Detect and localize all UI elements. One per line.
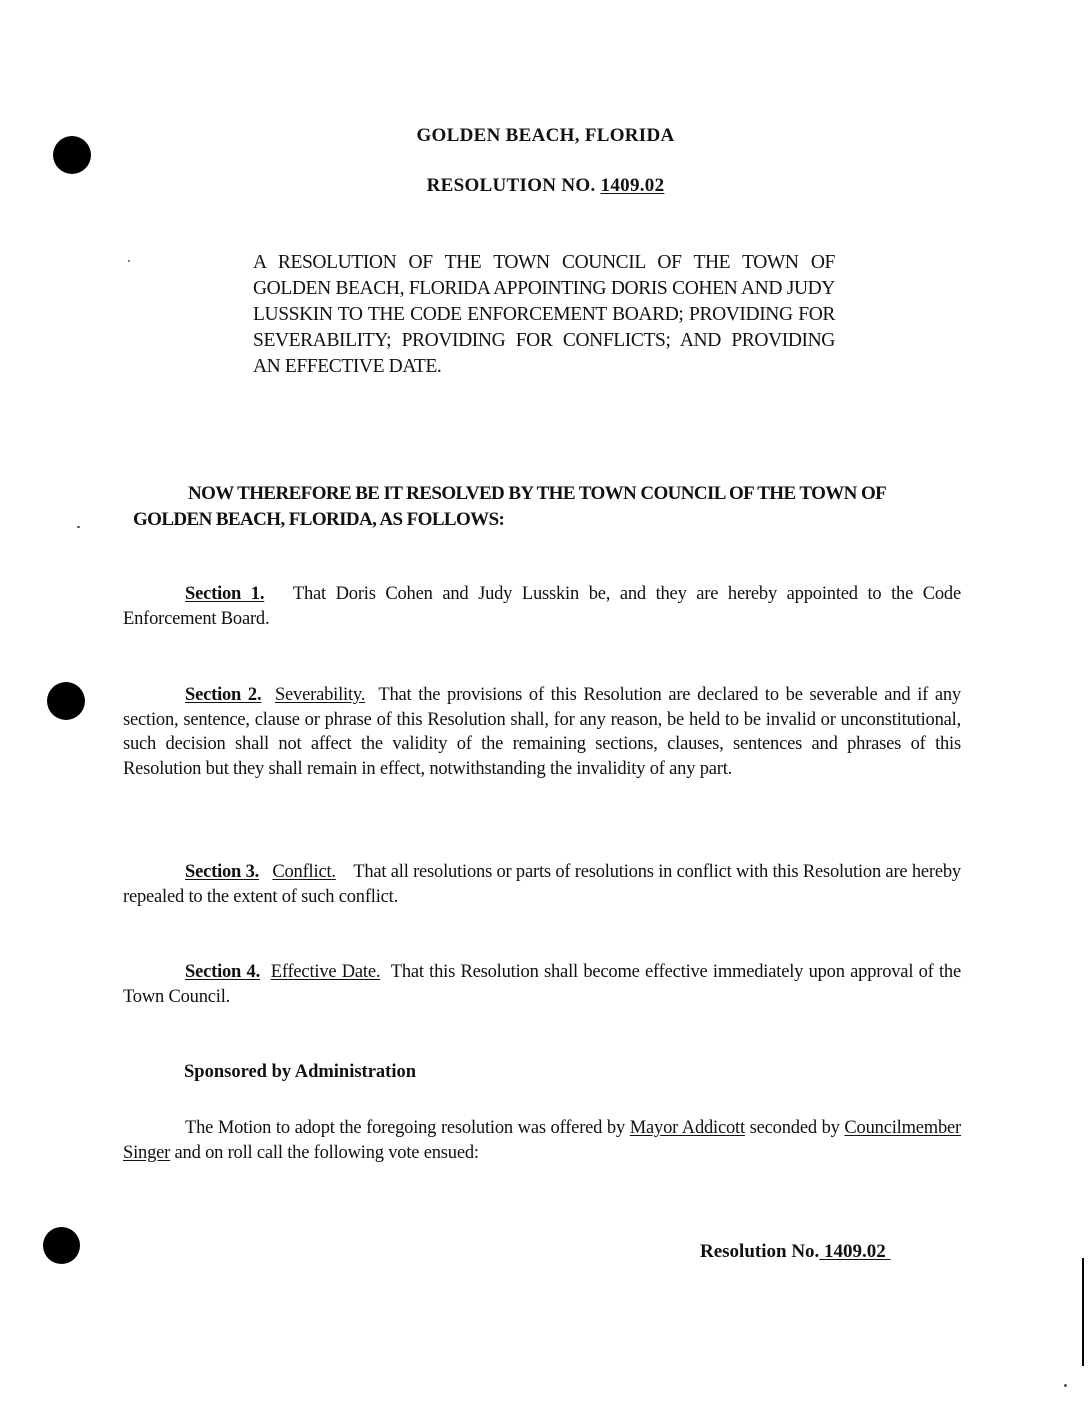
section-4 bbox=[123, 960, 961, 1009]
resolution-number: 1409.02 bbox=[600, 175, 665, 196]
motion-text-before: The Motion to adopt the foregoing resolution was offered by bbox=[185, 1118, 630, 1138]
scan-speck bbox=[1064, 1384, 1067, 1387]
resolution-prefix: RESOLUTION NO. bbox=[426, 175, 601, 196]
section-1-text: That Doris Cohen and Judy Lusskin be, and they are hereby appointed to the Code Enforcement Board. bbox=[123, 584, 961, 629]
motion-paragraph bbox=[123, 1116, 961, 1165]
punch-hole-middle bbox=[47, 682, 85, 720]
footer-number: 1409.02 bbox=[824, 1241, 886, 1262]
sponsor-line: Sponsored by Administration bbox=[184, 1062, 416, 1082]
section-3 bbox=[123, 860, 961, 909]
scan-speck bbox=[128, 260, 130, 262]
punch-hole-bottom bbox=[43, 1227, 80, 1264]
section-2 bbox=[123, 683, 961, 781]
motion-seconded-by: Councilmember Singer bbox=[123, 1118, 962, 1163]
section-1-heading: Section 1. bbox=[185, 584, 265, 604]
scan-edge-line bbox=[1082, 1258, 1084, 1366]
section-3-title: Conflict. bbox=[272, 862, 336, 882]
resolution-number-heading bbox=[0, 175, 1091, 197]
motion-offered-by: Mayor Addicott bbox=[629, 1118, 745, 1138]
footer-resolution-number bbox=[700, 1241, 891, 1263]
section-4-title: Effective Date. bbox=[270, 962, 381, 982]
section-2-text: That the provisions of this Resolution are declared to be severable and if any section, sentence, clause or phrase of this Resolution shall, for any reason, be held to be invalid or unconstitutional, such decision shall not affect the validity of the remaining sections, clauses, sentences and phrases of this Resolution but they shall remain in effect, notwithstanding the invalidity of any part. bbox=[123, 685, 961, 779]
footer-label: Resolution No. bbox=[700, 1241, 820, 1262]
section-2-title: Severability. bbox=[274, 685, 366, 705]
resolution-caption: A RESOLUTION OF THE TOWN COUNCIL OF THE TOWN OF GOLDEN BEACH, FLORIDA APPOINTING DORIS COHEN AND JUDY LUSSKIN TO THE CODE ENFORCEMENT BOARD; PROVIDING FOR SEVERABILITY; PROVIDING FOR CONFLICTS; AND PROVIDING AN EFFECTIVE DATE. bbox=[253, 252, 835, 377]
resolved-clause: NOW THEREFORE BE IT RESOLVED BY THE TOWN COUNCIL OF THE TOWN OF GOLDEN BEACH, FLORIDA, AS FOLLOWS: bbox=[133, 483, 886, 530]
motion-text-middle: seconded by bbox=[744, 1118, 845, 1138]
motion-text-after: and on roll call the following vote ensued: bbox=[170, 1142, 479, 1163]
section-4-heading: Section 4. bbox=[185, 962, 260, 982]
scan-speck bbox=[77, 526, 80, 528]
section-3-text: That all resolutions or parts of resolutions in conflict with this Resolution are hereby repealed to the extent of such conflict. bbox=[123, 862, 961, 907]
municipality-heading: GOLDEN BEACH, FLORIDA bbox=[416, 125, 675, 146]
section-2-heading: Section 2. bbox=[185, 685, 262, 705]
section-1 bbox=[123, 582, 961, 631]
section-4-text: That this Resolution shall become effective immediately upon approval of the Town Council. bbox=[123, 962, 961, 1007]
section-3-heading: Section 3. bbox=[185, 862, 260, 882]
